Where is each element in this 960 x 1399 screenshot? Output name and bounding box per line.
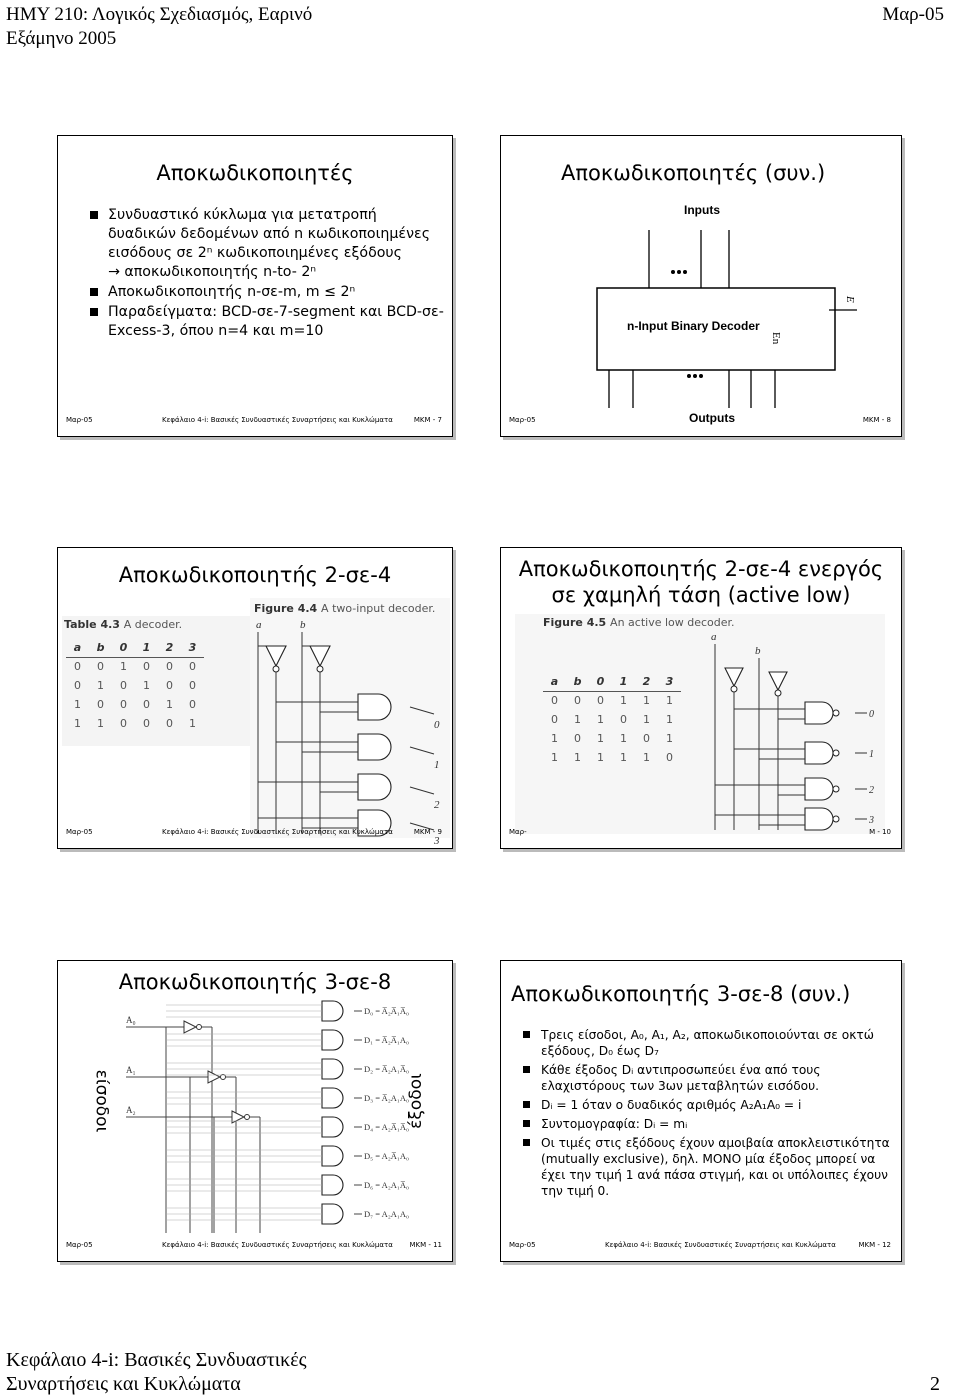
slide-title-line2: σε χαμηλή τάση (active low) — [551, 583, 851, 607]
output-wire — [410, 747, 434, 754]
inversion-bubble — [833, 816, 839, 822]
outputs-label: Outputs — [689, 411, 735, 425]
table-cell: 1 — [666, 732, 673, 745]
not-gate — [310, 646, 330, 666]
slide-7 — [57, 135, 453, 437]
gate-diagram-svg — [250, 598, 450, 847]
table-cell: 1 — [597, 751, 604, 764]
slide-footer: Μαρ-05 Κεφάλαιο 4-i: Βασικές Συνδυαστικές Συναρτήσεις και Κυκλώματα MKM - 11 — [66, 1241, 442, 1249]
not-gate — [725, 668, 743, 686]
table-cell: 1 — [666, 713, 673, 726]
output-label: 1 — [434, 759, 440, 771]
output-label: 0 — [434, 719, 440, 731]
output-label: 3 — [434, 835, 440, 847]
slide-12 — [500, 960, 902, 1262]
bullet-item: Αποκωδικοποιητής n-σε-m, m ≤ 2ⁿ — [86, 283, 446, 302]
inversion-bubble — [775, 690, 781, 696]
table-cell: 1 — [597, 713, 604, 726]
bullet-item: Οι τιμές στις εξόδους έχουν αμοιβαία αποκλειστικότητα (mutually exclusive), δηλ. ΜΟΝΟ μία έξοδος μπορεί να έχει την τιμή 1 ανά πάσα στιγμή, και οι υπόλοιπες έχουν την τιμή 0. — [519, 1135, 895, 1199]
output-wire — [410, 787, 434, 794]
decoder-3to8-svg — [126, 997, 426, 1237]
slide-11 — [57, 960, 453, 1262]
slide-8 — [500, 135, 902, 437]
inversion-bubble — [317, 666, 323, 672]
decoder-block-svg — [589, 200, 859, 424]
inversion-bubble — [833, 786, 839, 792]
table-cell: 1 — [666, 694, 673, 708]
table-header-cell: 2 — [635, 672, 658, 691]
table-cell: 0 — [574, 732, 581, 745]
table-cell: 1 — [74, 698, 81, 711]
nand-gate — [805, 702, 833, 724]
input-label: A₂ — [126, 1105, 136, 1115]
output-label: 2 — [869, 785, 874, 796]
table-cell: 1 — [620, 751, 627, 764]
not-gate — [184, 1021, 196, 1033]
output-label: 2 — [434, 799, 440, 811]
en-label: En — [770, 332, 782, 345]
nand-gate — [805, 778, 833, 800]
input-label: a — [256, 619, 262, 631]
table-cell: 0 — [97, 660, 104, 674]
figure-caption: A two-input decoder. — [321, 602, 436, 615]
table-header-cell: a — [543, 672, 566, 691]
table-cell: 0 — [74, 679, 81, 692]
output-label: D₅ = A₂A̅₁A₀ — [364, 1151, 409, 1161]
inversion-bubble — [273, 666, 279, 672]
slide-footer: Μαρ-05 Κεφάλαιο 4-i: Βασικές Συνδυαστικές Συναρτήσεις και Κυκλώματα MKM - 12 — [509, 1241, 891, 1249]
chapter-footer-line1: Κεφάλαιο 4-i: Βασικές Συνδυαστικές — [6, 1349, 307, 1371]
table-row — [543, 710, 681, 729]
table-header-cell: 1 — [612, 672, 635, 691]
not-gate — [208, 1071, 220, 1083]
and-gate — [358, 734, 391, 760]
table-cell: 1 — [574, 713, 581, 726]
table-cell: 1 — [620, 732, 627, 745]
truth-table-figure — [62, 616, 252, 746]
table-cell: 1 — [574, 751, 581, 764]
table-cell: 0 — [166, 660, 173, 674]
table-cell: 1 — [189, 717, 196, 730]
not-gate — [769, 672, 787, 690]
input-label: b — [300, 619, 306, 631]
table-cell: 0 — [97, 698, 104, 711]
nand-gate — [805, 808, 833, 830]
slide-title: Αποκωδικοποιητές — [156, 161, 354, 185]
output-label: D₆ = A₂A₁A̅₀ — [364, 1180, 409, 1190]
output-label: 1 — [869, 749, 874, 760]
and-gate — [322, 1088, 343, 1108]
header-date: Μαρ-05 — [882, 4, 944, 25]
block-label: n-Input Binary Decoder — [627, 319, 760, 333]
table-cell: 1 — [120, 660, 127, 674]
table-row — [66, 676, 204, 695]
table-cell: 0 — [597, 694, 604, 708]
table-cell: 1 — [643, 713, 650, 726]
output-wire — [410, 707, 434, 714]
table-cell: 0 — [143, 717, 150, 730]
decoder-block-diagram — [589, 200, 859, 424]
bullet-item: Dᵢ = 1 όταν ο δυαδικός αριθμός A₂A₁A₀ = i — [519, 1097, 895, 1113]
slide-footer: Μαρ-05 MKM - 8 — [509, 416, 891, 424]
table-cell: 0 — [620, 713, 627, 726]
bullet-item: Συντομογραφία: Dᵢ = mᵢ — [519, 1116, 895, 1132]
truth-table — [66, 638, 204, 733]
table-row — [543, 748, 681, 767]
table-cell: 1 — [551, 751, 558, 764]
slide-title: Αποκωδικοποιητής 3-σε-8 (συν.) — [511, 982, 851, 1006]
and-gate — [322, 1204, 343, 1224]
table-cell: 0 — [574, 694, 581, 708]
two-input-decoder-figure — [250, 598, 450, 847]
table-cell: 0 — [143, 698, 150, 711]
table-row — [543, 729, 681, 748]
e-label: E — [844, 296, 856, 303]
output-label: D₂ = A̅₂A₁A̅₀ — [364, 1064, 409, 1074]
input-label: a — [711, 631, 717, 643]
table-cell: 1 — [74, 717, 81, 730]
output-label: D₀ = A̅₂A̅₁A̅₀ — [364, 1006, 409, 1016]
output-label: D₄ = A₂A̅₁A̅₀ — [364, 1122, 409, 1132]
output-label: 3 — [869, 815, 874, 826]
table-caption: A decoder. — [123, 618, 183, 631]
bullet-list — [86, 206, 446, 342]
and-gate — [358, 774, 391, 800]
table-header-cell: 0 — [589, 672, 612, 691]
table-cell: 0 — [551, 713, 558, 726]
table-cell: 1 — [97, 679, 104, 692]
slide-footer: Μαρ- M - 10 — [509, 828, 891, 836]
chapter-footer-line2: Συναρτήσεις και Κυκλώματα — [6, 1373, 241, 1395]
and-gate — [322, 1146, 343, 1166]
table-header-cell: 0 — [112, 638, 135, 657]
table-cell: 0 — [120, 717, 127, 730]
slide-10 — [500, 547, 902, 849]
truth-table — [543, 672, 681, 767]
outputs-vertical-label: έξοδοι — [405, 1073, 426, 1129]
table-header-cell: a — [66, 638, 89, 657]
table-row — [66, 657, 204, 676]
bullet-arrow-text: → αποκωδικοποιητής n-to- 2ⁿ — [108, 264, 317, 280]
and-gate — [322, 1030, 343, 1050]
inputs-label: Inputs — [684, 203, 720, 217]
output-label: 0 — [869, 709, 874, 720]
not-gate — [266, 646, 286, 666]
slide-9 — [57, 547, 453, 849]
slide-title-line1: Αποκωδικοποιητής 2-σε-4 ενεργός — [518, 557, 884, 581]
slide-title: Αποκωδικοποιητές (συν.) — [561, 161, 826, 185]
table-row — [66, 714, 204, 733]
inversion-bubble — [197, 1025, 202, 1030]
table-cell: 0 — [74, 660, 81, 674]
input-label: b — [755, 645, 761, 657]
table-header-cell: 3 — [181, 638, 204, 657]
inversion-bubble — [731, 686, 737, 692]
inversion-bubble — [833, 750, 839, 756]
table-cell: 0 — [666, 751, 673, 764]
slide-title: Αποκωδικοποιητής 3-σε-8 — [118, 970, 392, 994]
and-gate — [322, 1117, 343, 1137]
and-gate — [322, 1001, 343, 1021]
table-cell: 0 — [189, 660, 196, 674]
output-label: D₁ = A̅₂A̅₁A₀ — [364, 1035, 409, 1045]
table-cell: 0 — [189, 679, 196, 692]
table-row — [543, 691, 681, 710]
table-cell: 1 — [97, 717, 104, 730]
table-cell: 0 — [643, 732, 650, 745]
page-number: 2 — [930, 1373, 940, 1395]
bullet-item: Συνδυαστικό κύκλωμα για μετατροπή δυαδικών δεδομένων από n κωδικοποιημένες εισόδους σε 2ⁿ κωδικοποιημένες εξόδους → αποκωδικοποιητής n-to- 2ⁿ — [86, 206, 446, 282]
table-cell: 0 — [120, 698, 127, 711]
table-header-cell: b — [89, 638, 112, 657]
bullet-item: Τρεις είσοδοι, A₀, A₁, A₂, αποκωδικοποιούνται σε οκτώ εξόδους, D₀ έως D₇ — [519, 1027, 895, 1059]
table-cell: 1 — [643, 694, 650, 708]
figure-label: Figure 4.4 — [254, 602, 318, 615]
inputs-vertical-label: είσοδοι — [91, 1069, 112, 1133]
active-low-decoder-figure — [515, 614, 885, 834]
table-header-cell: 2 — [158, 638, 181, 657]
slide-title: Αποκωδικοποιητής 2-σε-4 — [118, 563, 392, 587]
and-gate — [322, 1059, 343, 1079]
figure-caption: An active low decoder. — [610, 616, 735, 629]
table-cell: 0 — [551, 694, 558, 708]
nand-gate — [805, 742, 833, 764]
slide-footer: Μαρ-05 Κεφάλαιο 4-i: Βασικές Συνδυαστικές Συναρτήσεις και Κυκλώματα MKM - 9 — [66, 828, 442, 836]
table-cell: 0 — [166, 717, 173, 730]
table-header-cell: b — [566, 672, 589, 691]
output-label: D₃ = A̅₂A₁A₀ — [364, 1093, 409, 1103]
bullet-item: Παραδείγματα: BCD-σε-7-segment και BCD-σε-Excess-3, όπου n=4 και m=10 — [86, 303, 446, 341]
table-cell: 1 — [597, 732, 604, 745]
bullet-item: Κάθε έξοδος Dᵢ αντιπροσωπεύει ένα από τους ελαχιστόρους των 3ων μεταβλητών εισόδου. — [519, 1062, 895, 1094]
table-cell: 0 — [143, 660, 150, 674]
input-label: A₀ — [126, 1015, 136, 1025]
bullet-list — [519, 1027, 895, 1202]
table-cell: 0 — [166, 679, 173, 692]
and-gate — [358, 694, 391, 720]
output-label: D₇ = A₂A₁A₀ — [364, 1209, 409, 1219]
table-header-cell: 1 — [135, 638, 158, 657]
table-cell: 1 — [551, 732, 558, 745]
table-label: Table 4.3 — [64, 618, 120, 631]
inversion-bubble — [245, 1115, 250, 1120]
input-label: A₁ — [126, 1065, 136, 1075]
table-cell: 0 — [120, 679, 127, 692]
table-cell: 1 — [143, 679, 150, 692]
course-title: ΗΜΥ 210: Λογικός Σχεδιασμός, Εαρινό — [6, 4, 313, 25]
table-cell: 1 — [620, 694, 627, 708]
inversion-bubble — [833, 710, 839, 716]
table-cell: 1 — [643, 751, 650, 764]
table-cell: 1 — [166, 698, 173, 711]
table-cell: 0 — [189, 698, 196, 711]
table-row — [66, 695, 204, 714]
course-term: Εξάμηνο 2005 — [6, 28, 117, 49]
slide-footer: Μαρ-05 Κεφάλαιο 4-i: Βασικές Συνδυαστικές Συναρτήσεις και Κυκλώματα MKM - 7 — [66, 416, 442, 424]
and-gate — [322, 1175, 343, 1195]
figure-label: Figure 4.5 — [543, 616, 607, 629]
table-header-cell: 3 — [658, 672, 681, 691]
